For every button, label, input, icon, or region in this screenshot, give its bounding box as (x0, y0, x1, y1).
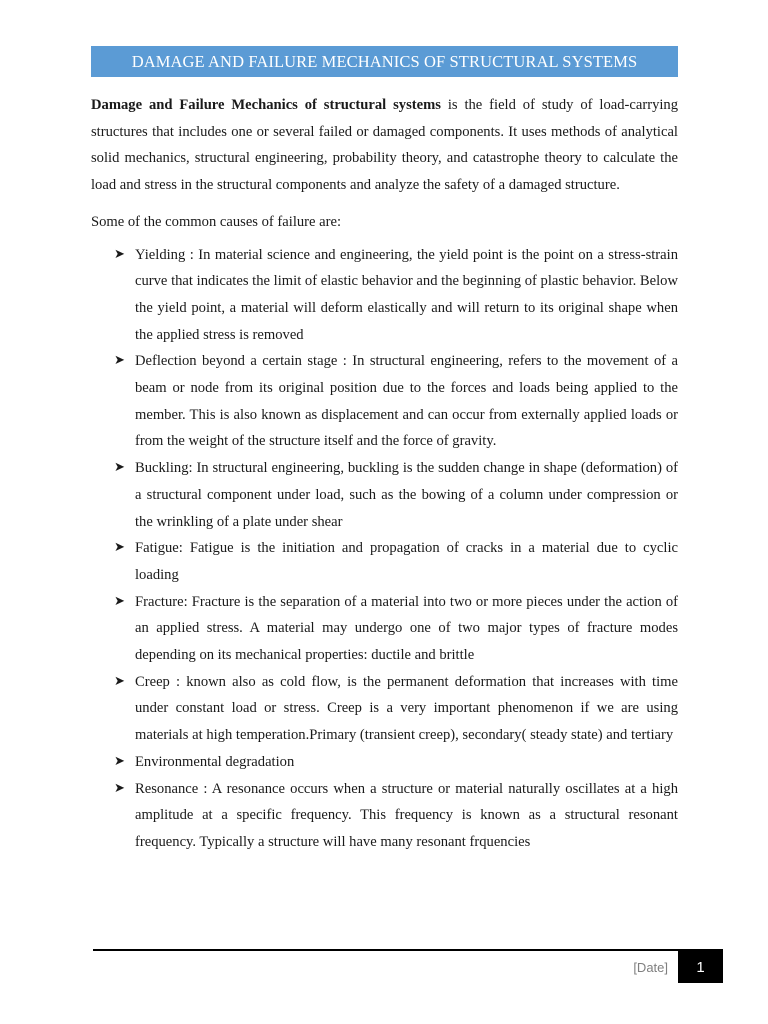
list-item (114, 749, 678, 776)
list-item-text: Deflection beyond a certain stage : In structural engineering, refers to the movement of a beam or node from its original position due to the forces and loads being applied to the member. This is also known as displacement and can occur from externally applied loads or from the weight of the structure itself and the force of gravity. (135, 353, 678, 450)
arrowhead-bullet-icon: ➤ (114, 673, 125, 689)
footer-divider (93, 949, 723, 951)
list-item (114, 776, 678, 856)
causes-list (91, 242, 678, 856)
list-item (114, 242, 678, 349)
list-item-text: Environmental degradation (135, 753, 295, 770)
footer-date: [Date] (633, 960, 668, 975)
arrowhead-bullet-icon: ➤ (114, 753, 125, 769)
list-item-text: Resonance : A resonance occurs when a structure or material naturally oscillates at a high amplitude at a specific frequency. This frequency is known as a structural resonant frequency. Typically a structure will have many resonant frquencies (135, 780, 678, 850)
arrowhead-bullet-icon: ➤ (114, 540, 125, 556)
list-item (114, 669, 678, 749)
list-item (114, 535, 678, 588)
arrowhead-bullet-icon: ➤ (114, 353, 125, 369)
list-item (114, 589, 678, 669)
page-number: 1 (696, 958, 705, 976)
list-item-text: Fatigue: Fatigue is the initiation and propagation of cracks in a material due to cyclic loading (135, 540, 678, 583)
intro-paragraph (91, 92, 678, 199)
document-body (91, 92, 678, 856)
arrowhead-bullet-icon: ➤ (114, 593, 125, 609)
list-item-text: Fracture: Fracture is the separation of a material into two or more pieces under the action of an applied stress. A material may undergo one of two major types of fracture modes depending on its mechanical properties: ductile and brittle (135, 593, 678, 664)
list-item-text: Yielding : In material science and engineering, the yield point is the point on a stress-strain curve that indicates the limit of elastic behavior and the beginning of plastic behavior. Below the yield point, a material will deform elastically and will return to its original shape when the applied stress is removed (135, 246, 678, 343)
arrowhead-bullet-icon: ➤ (114, 780, 125, 796)
list-item-text: Buckling: In structural engineering, buckling is the sudden change in shape (deformation) of a structural component under load, such as the bowing of a column under compression or the wrinkling of a plate under shear (135, 460, 678, 530)
arrowhead-bullet-icon: ➤ (114, 460, 125, 476)
list-item (114, 348, 678, 455)
list-item (114, 455, 678, 535)
intro-text: is the field of study of load-carrying structures that includes one or several failed or damaged components. It uses methods of analytical solid mechanics, structural engineering, probability theory, and catastrophe theory to calculate the load and stress in the structural components and analyze the safety of a damaged structure. (91, 97, 679, 194)
list-item-text: Creep : known also as cold flow, is the permanent deformation that increases with time under constant load or stress. Creep is a very important phenomenon if we are using materials at high temperation.Primary (transient creep), secondary( steady state) and tertiary (135, 673, 678, 744)
document-title-banner (91, 46, 678, 77)
page-number-box (678, 951, 723, 983)
arrowhead-bullet-icon: ➤ (114, 246, 125, 262)
intro-bold-lead: Damage and Failure Mechanics of structural systems (91, 97, 441, 113)
causes-intro: Some of the common causes of failure are: (91, 213, 342, 230)
document-title: DAMAGE AND FAILURE MECHANICS OF STRUCTURAL SYSTEMS (131, 51, 638, 71)
